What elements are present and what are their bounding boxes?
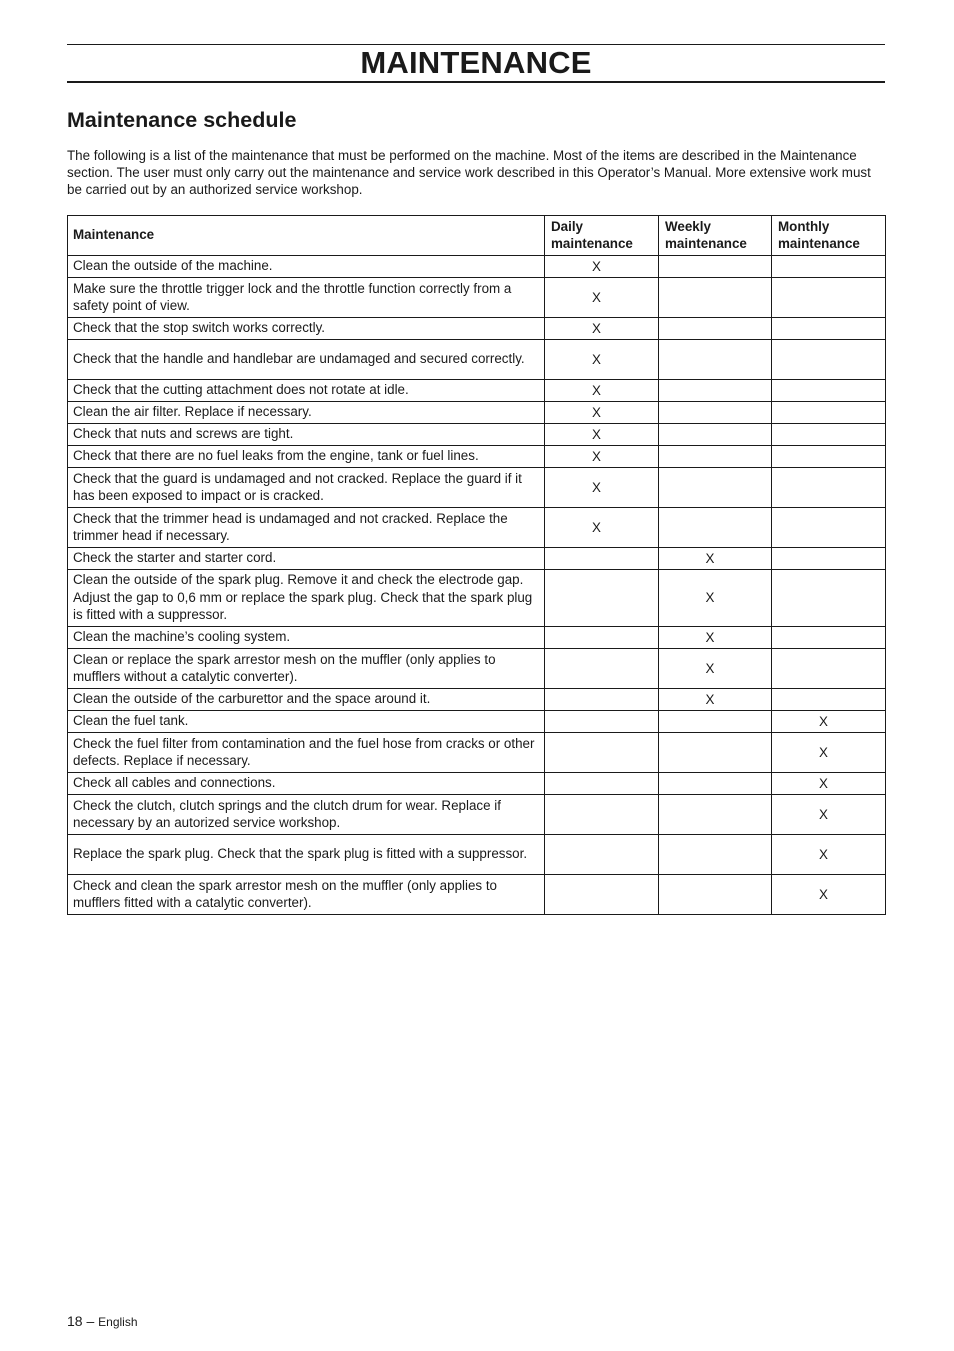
header-monthly: Monthly maintenance [772,216,886,256]
table-row [68,711,886,733]
monthly-cell [772,570,886,627]
table-row [68,508,886,548]
weekly-cell: X [659,689,772,711]
daily-cell [545,649,659,689]
table-body [68,256,886,915]
monthly-cell [772,649,886,689]
header-daily: Daily maintenance [545,216,659,256]
task-cell: Check that the handle and handlebar are undamaged and secured correctly. [68,340,545,380]
task-cell: Check that nuts and screws are tight. [68,424,545,446]
task-cell: Clean or replace the spark arrestor mesh on the muffler (only applies to mufflers without a catalytic converter). [68,649,545,689]
daily-cell [545,733,659,773]
table-row [68,773,886,795]
monthly-cell: X [772,711,886,733]
daily-cell: X [545,340,659,380]
table-row [68,795,886,835]
table-row [68,340,886,380]
monthly-cell [772,548,886,570]
table-row [68,875,886,915]
weekly-cell [659,733,772,773]
daily-cell [545,570,659,627]
table-row [68,548,886,570]
table-row [68,402,886,424]
task-cell: Check all cables and connections. [68,773,545,795]
task-cell: Check the fuel filter from contamination and the fuel hose from cracks or other defects. Replace if necessary. [68,733,545,773]
maintenance-schedule-table [67,215,886,915]
header-maintenance: Maintenance [68,216,545,256]
monthly-cell: X [772,875,886,915]
table-row [68,446,886,468]
weekly-cell [659,773,772,795]
monthly-cell [772,256,886,278]
weekly-cell [659,795,772,835]
monthly-cell [772,318,886,340]
table-row [68,733,886,773]
monthly-cell [772,380,886,402]
daily-cell [545,689,659,711]
monthly-cell [772,627,886,649]
title-rule-bottom [67,81,885,83]
weekly-cell: X [659,649,772,689]
daily-cell: X [545,446,659,468]
table-row [68,835,886,875]
daily-cell [545,795,659,835]
monthly-cell: X [772,733,886,773]
task-cell: Check that the stop switch works correctly. [68,318,545,340]
weekly-cell [659,446,772,468]
weekly-cell [659,424,772,446]
table-row [68,649,886,689]
section-title: Maintenance schedule [67,108,297,132]
daily-cell [545,875,659,915]
task-cell: Check and clean the spark arrestor mesh on the muffler (only applies to mufflers fitted with a catalytic converter). [68,875,545,915]
task-cell: Check that the cutting attachment does not rotate at idle. [68,380,545,402]
table-row [68,468,886,508]
weekly-cell [659,318,772,340]
weekly-cell: X [659,627,772,649]
task-cell: Replace the spark plug. Check that the spark plug is fitted with a suppressor. [68,835,545,875]
daily-cell: X [545,468,659,508]
monthly-cell: X [772,795,886,835]
monthly-cell [772,340,886,380]
intro-paragraph: The following is a list of the maintenance that must be performed on the machine. Most of the items are described in the Maintenance section. The user must only carry out the maintenance and service work described in this Operator’s Manual. More extensive work must be carried out by an authorized service workshop. [67,148,871,197]
daily-cell [545,711,659,733]
weekly-cell [659,468,772,508]
task-cell: Check the clutch, clutch springs and the clutch drum for wear. Replace if necessary by an autorized service workshop. [68,795,545,835]
weekly-cell [659,380,772,402]
task-cell: Clean the air filter. Replace if necessary. [68,402,545,424]
task-cell: Clean the machine’s cooling system. [68,627,545,649]
daily-cell: X [545,424,659,446]
weekly-cell [659,340,772,380]
monthly-cell [772,424,886,446]
weekly-cell [659,508,772,548]
monthly-cell: X [772,835,886,875]
task-cell: Clean the fuel tank. [68,711,545,733]
monthly-cell [772,689,886,711]
task-cell: Check that there are no fuel leaks from the engine, tank or fuel lines. [68,446,545,468]
table-header-row [68,216,886,256]
daily-cell: X [545,278,659,318]
table-row [68,380,886,402]
daily-cell: X [545,256,659,278]
table-row [68,627,886,649]
daily-cell [545,773,659,795]
weekly-cell [659,402,772,424]
task-cell: Clean the outside of the machine. [68,256,545,278]
weekly-cell [659,875,772,915]
page-footer [67,1312,138,1331]
header-weekly: Weekly maintenance [659,216,772,256]
table-row [68,689,886,711]
task-cell: Clean the outside of the spark plug. Remove it and check the electrode gap. Adjust the gap to 0,6 mm or replace the spark plug. Check that the spark plug is fitted with a suppressor. [68,570,545,627]
weekly-cell: X [659,548,772,570]
weekly-cell [659,256,772,278]
daily-cell [545,627,659,649]
table-row [68,318,886,340]
weekly-cell [659,278,772,318]
task-cell: Clean the outside of the carburettor and the space around it. [68,689,545,711]
weekly-cell: X [659,570,772,627]
daily-cell: X [545,508,659,548]
monthly-cell: X [772,773,886,795]
table-row [68,424,886,446]
monthly-cell [772,446,886,468]
table-row [68,570,886,627]
monthly-cell [772,278,886,318]
daily-cell: X [545,318,659,340]
task-cell: Check the starter and starter cord. [68,548,545,570]
weekly-cell [659,711,772,733]
weekly-cell [659,835,772,875]
daily-cell [545,548,659,570]
page-title: MAINTENANCE [360,45,592,80]
table-row [68,278,886,318]
task-cell: Make sure the throttle trigger lock and the throttle function correctly from a safety point of view. [68,278,545,318]
daily-cell: X [545,402,659,424]
daily-cell [545,835,659,875]
page-number: 18 – [67,1313,95,1329]
monthly-cell [772,468,886,508]
task-cell: Check that the trimmer head is undamaged and not cracked. Replace the trimmer head if necessary. [68,508,545,548]
task-cell: Check that the guard is undamaged and not cracked. Replace the guard if it has been exposed to impact or is cracked. [68,468,545,508]
monthly-cell [772,402,886,424]
table-row [68,256,886,278]
daily-cell: X [545,380,659,402]
monthly-cell [772,508,886,548]
footer-language: English [98,1315,138,1329]
